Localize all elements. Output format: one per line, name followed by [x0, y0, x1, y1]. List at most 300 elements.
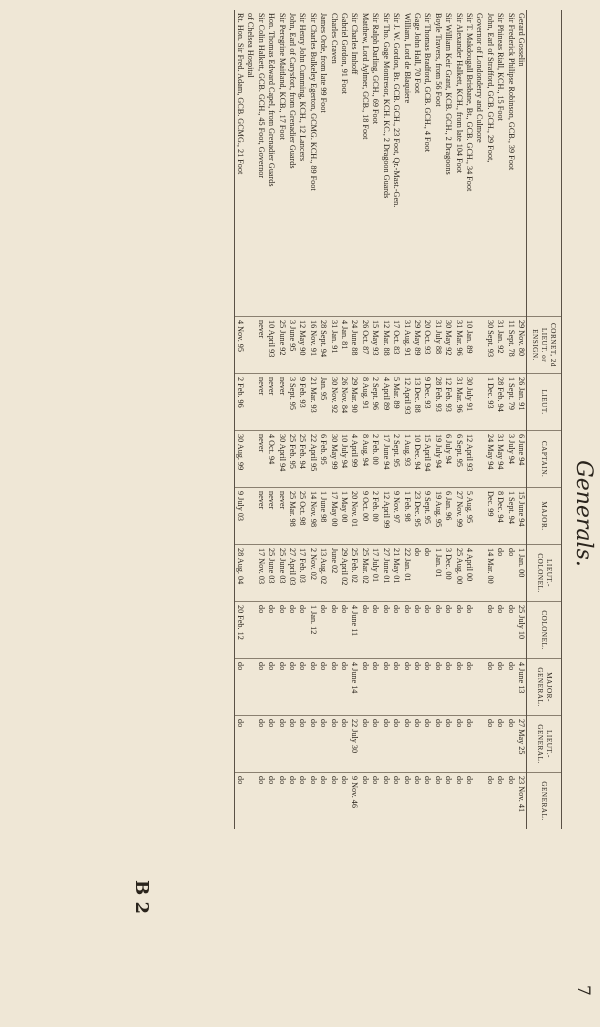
cell-major: 1 Feb. 98 — [401, 488, 411, 545]
cell-colonel: do — [360, 602, 370, 659]
cell-major: 9 July 03 — [234, 488, 245, 545]
cell-lieut-colonel: do — [412, 545, 422, 602]
cell-lieut-colonel: 13 Aug. 02 — [318, 545, 328, 602]
cell-lieut: never — [255, 374, 265, 431]
cell-colonel: do — [318, 602, 328, 659]
cell-lieut-general: do — [422, 716, 432, 773]
cell-major: 6 Jan. 96 — [443, 488, 453, 545]
cell-major: 17 May 00 — [328, 488, 338, 545]
cell-major: 1 Sept. 94 — [505, 488, 515, 545]
cell-colonel: do — [266, 602, 276, 659]
cell-name: Boyle Travers, from 56 Foot — [433, 13, 443, 107]
cell-major-general — [474, 659, 484, 716]
header-captain: CAPTAIN. — [527, 431, 562, 488]
cell-colonel: do — [422, 602, 432, 659]
table-row — [297, 10, 307, 829]
cell-lieut-general: do — [370, 716, 380, 773]
cell-colonel: do — [297, 602, 307, 659]
cell-major-general: do — [505, 659, 515, 716]
cell-name: Gage John Hall, 70 Foot — [412, 13, 422, 94]
cell-major: 15 June 94 — [516, 488, 527, 545]
cell-lieut-colonel: 25 Feb. 02 — [349, 545, 359, 602]
cell-lieut-colonel — [474, 545, 484, 602]
table-row — [349, 10, 359, 829]
cell-general: do — [401, 773, 411, 830]
cell-name: Sir Peregrine Maitland, KCB., 17 Foot — [277, 13, 287, 140]
cell-cornet: 25 June 92 — [276, 317, 286, 374]
cell-major: never — [255, 488, 265, 545]
header-cornet: CORNET, 2d LIEUT. or ENSIGN. — [527, 317, 562, 374]
cell-cornet: 10 Jan. 89 — [464, 317, 474, 374]
cell-lieut-general: do — [266, 716, 276, 773]
cell-lieut-general: do — [391, 716, 401, 773]
cell-cornet: 31 Aug. 91 — [401, 317, 411, 374]
cell-general: do — [339, 773, 349, 830]
table-row — [474, 10, 484, 829]
cell-major: 1 June 98 — [318, 488, 328, 545]
cell-major — [474, 488, 484, 545]
cell-colonel: do — [370, 602, 380, 659]
cell-cornet: 4 Nov. 95 — [234, 317, 245, 374]
cell-lieut: 4 April 89 — [380, 374, 390, 431]
cell-general: do — [370, 773, 380, 830]
cell-captain: 6 Sept. 95 — [453, 431, 463, 488]
cell-name: Sir Alexander Halkett, KCH., from late 104 Foot — [454, 13, 464, 174]
table-row — [401, 10, 411, 829]
cell-captain: 30 Aug. 99 — [234, 431, 245, 488]
cell-name: Hon. Thomas Edward Capel, from Grenadier Guards — [267, 13, 277, 187]
cell-lieut: never — [266, 374, 276, 431]
cell-cornet: 10 April 93 — [266, 317, 276, 374]
cell-lieut-colonel: 27 June 01 — [380, 545, 390, 602]
cell-lieut-general: do — [360, 716, 370, 773]
cell-major-general: do — [464, 659, 474, 716]
cell-general: do — [495, 773, 505, 830]
cell-captain: 10 July 94 — [339, 431, 349, 488]
cell-captain: 30 May 99 — [328, 431, 338, 488]
cell-captain: 22 April 95 — [307, 431, 317, 488]
cell-lieut-colonel: 21 May 01 — [391, 545, 401, 602]
cell-captain: 17 June 94 — [380, 431, 390, 488]
cell-lieut-colonel: 1 Jan. 01 — [432, 545, 442, 602]
table-row — [245, 10, 255, 829]
cell-lieut: 31 Mar. 96 — [453, 374, 463, 431]
cell-lieut: 9 Dec. 93 — [422, 374, 432, 431]
cell-major-general: do — [495, 659, 505, 716]
cell-lieut-colonel: do — [495, 545, 505, 602]
table-row — [380, 10, 390, 829]
cell-lieut-general — [474, 716, 484, 773]
cell-colonel: do — [255, 602, 265, 659]
table-row — [370, 10, 380, 829]
table-row — [443, 10, 453, 829]
cell-lieut-general: do — [318, 716, 328, 773]
cell-colonel: do — [339, 602, 349, 659]
cell-captain: 12 April 93 — [464, 431, 474, 488]
cell-captain: 31 May 94 — [495, 431, 505, 488]
cell-major: 1 May 00 — [339, 488, 349, 545]
cell-colonel: do — [453, 602, 463, 659]
cell-colonel: 25 July 10 — [516, 602, 527, 659]
cell-lieut-general: do — [307, 716, 317, 773]
cell-lieut: 29 Mar. 90 — [349, 374, 359, 431]
cell-lieut-general: do — [464, 716, 474, 773]
header-major-general: MAJOR-GENERAL. — [527, 659, 562, 716]
cell-general: do — [380, 773, 390, 830]
cell-lieut: 2 Sept. 96 — [370, 374, 380, 431]
cell-cornet: 15 May 93 — [370, 317, 380, 374]
cell-name: John, Earl of Carysfort, from Grenadier Guards — [288, 13, 298, 169]
cell-major-general: do — [453, 659, 463, 716]
cell-major-general: 4 June 14 — [349, 659, 359, 716]
cell-major-general: 4 June 13 — [516, 659, 527, 716]
cell-lieut: 26 Jan. 91 — [516, 374, 527, 431]
table-row — [276, 10, 286, 829]
cell-name: Gabriel Gordon, 91 Foot — [340, 13, 350, 94]
table-row — [328, 10, 338, 829]
cell-lieut-general: do — [380, 716, 390, 773]
cell-cornet: 17 Oct. 83 — [391, 317, 401, 374]
cell-colonel: do — [432, 602, 442, 659]
cell-major: Dec. 99 — [484, 488, 494, 545]
running-title: Generals. — [571, 460, 596, 567]
cell-major-general: do — [380, 659, 390, 716]
cell-lieut-general: do — [287, 716, 297, 773]
cell-major-general: do — [307, 659, 317, 716]
header-name — [527, 10, 562, 317]
cell-lieut: 9 Feb. 93 — [297, 374, 307, 431]
cell-cornet: 30 May 92 — [443, 317, 453, 374]
cell-major-general: do — [443, 659, 453, 716]
cell-general: do — [287, 773, 297, 830]
cell-major: 25 Mar. 98 — [287, 488, 297, 545]
cell-lieut: 13 Dec. 88 — [412, 374, 422, 431]
cell-captain: 15 April 94 — [422, 431, 432, 488]
cell-general: do — [318, 773, 328, 830]
header-lieut-general: LIEUT.-GENERAL. — [527, 716, 562, 773]
cell-name: Sir Charles Imhoff — [350, 13, 360, 75]
cell-major: 8 Dec. 94 — [495, 488, 505, 545]
cell-lieut-colonel: June 02 — [328, 545, 338, 602]
cell-general: do — [276, 773, 286, 830]
cell-major: 9 Sept. 95 — [422, 488, 432, 545]
cell-name: Sir Tho. Gage Montresor, KCH. KC., 2 Dragoon Guards — [381, 13, 391, 199]
cell-name: Sir J. W. Gordon, Bt. GCB. GCH., 23 Foot, Qr.-Mast.-Gen. — [392, 13, 402, 208]
cell-major-general: do — [422, 659, 432, 716]
cell-lieut-colonel: 1 Jan. 00 — [516, 545, 527, 602]
cell-cornet: 31 July 88 — [432, 317, 442, 374]
cell-lieut-colonel: 28 Aug. 04 — [234, 545, 245, 602]
table-row — [484, 10, 494, 829]
table-row — [391, 10, 401, 829]
cell-general: do — [255, 773, 265, 830]
table-row — [432, 10, 442, 829]
cell-lieut: 3 Sept. 95 — [287, 374, 297, 431]
cell-colonel: do — [505, 602, 515, 659]
table-row — [505, 10, 515, 829]
cell-lieut-colonel: 17 Feb. 03 — [297, 545, 307, 602]
cell-captain: 4 Oct. 94 — [266, 431, 276, 488]
table-row — [266, 10, 276, 829]
cell-lieut-general: do — [412, 716, 422, 773]
cell-captain: 1 Aug. 93 — [401, 431, 411, 488]
page-number: 7 — [573, 985, 593, 996]
cell-major: 20 Nov. 01 — [349, 488, 359, 545]
cell-lieut-colonel: 17 July 01 — [370, 545, 380, 602]
cell-general: 9 Nov. 46 — [349, 773, 359, 830]
cell-general: 23 Nov. 41 — [516, 773, 527, 830]
cell-captain: 25 Feb. 95 — [287, 431, 297, 488]
cell-general: do — [422, 773, 432, 830]
cell-name: John, Earl of Strafford, GCB. GCH., 29 Foot, — [485, 13, 495, 163]
cell-lieut: 28 Feb. 94 — [495, 374, 505, 431]
table-row — [318, 10, 328, 829]
cell-lieut-colonel: 14 Mar. 00 — [484, 545, 494, 602]
cell-name: Sir Ralph Darling, GCH., 69 Foot — [371, 13, 381, 124]
cell-colonel: do — [484, 602, 494, 659]
cell-colonel: do — [287, 602, 297, 659]
cell-lieut — [245, 374, 255, 431]
cell-lieut-general: do — [443, 716, 453, 773]
cell-captain: 4 April 99 — [349, 431, 359, 488]
header-lieut: LIEUT. — [527, 374, 562, 431]
cell-cornet: 28 Sept. 94 — [318, 317, 328, 374]
cell-colonel: do — [412, 602, 422, 659]
cell-colonel: 1 Jan. 12 — [307, 602, 317, 659]
table-row — [307, 10, 317, 829]
cell-captain: 3 July 94 — [505, 431, 515, 488]
cell-cornet: 11 Sept. 78 — [505, 317, 515, 374]
cell-cornet: 20 Oct. 93 — [422, 317, 432, 374]
cell-major-general: do — [328, 659, 338, 716]
cell-cornet: 30 Sept. 93 — [484, 317, 494, 374]
cell-cornet: 31 Jan. 92 — [495, 317, 505, 374]
cell-lieut-general: do — [328, 716, 338, 773]
cell-major-general: do — [234, 659, 245, 716]
table-row — [287, 10, 297, 829]
cell-lieut-general: do — [453, 716, 463, 773]
cell-cornet: 31 Mar. 96 — [453, 317, 463, 374]
cell-lieut — [474, 374, 484, 431]
cell-lieut-colonel: 29 April 02 — [339, 545, 349, 602]
cell-lieut-general: do — [255, 716, 265, 773]
cell-lieut: 21 Mar. 93 — [307, 374, 317, 431]
cell-name: Sir Colin Halkett, GCB. GCH., 45 Foot, Governor — [256, 13, 266, 179]
cell-major: 9 Nov. 97 — [391, 488, 401, 545]
cell-lieut-general: do — [276, 716, 286, 773]
cell-captain: 8 Aug. 94 — [360, 431, 370, 488]
cell-general: do — [391, 773, 401, 830]
cell-cornet: 29 May 89 — [412, 317, 422, 374]
cell-lieut-colonel: 4 April 00 — [464, 545, 474, 602]
header-row — [527, 10, 562, 829]
cell-lieut-general: do — [234, 716, 245, 773]
cell-lieut: 1 Dec. 93 — [484, 374, 494, 431]
cell-general: do — [360, 773, 370, 830]
cell-captain — [245, 431, 255, 488]
cell-lieut: 12 Feb. 93 — [443, 374, 453, 431]
cell-colonel — [474, 602, 484, 659]
cell-captain: never — [255, 431, 265, 488]
cell-lieut: 30 July 91 — [464, 374, 474, 431]
cell-major-general: do — [360, 659, 370, 716]
cell-name: Charles Craven — [329, 13, 339, 64]
table-row — [516, 10, 527, 829]
table-row — [495, 10, 505, 829]
cell-name: Gerard Gosselin — [517, 13, 526, 67]
cell-name: of Chelsea Hospital — [246, 13, 256, 78]
header-lieut-colonel: LIEUT.-COLONEL. — [527, 545, 562, 602]
cell-major-general: do — [287, 659, 297, 716]
cell-general: do — [505, 773, 515, 830]
cell-major: 14 Nov. 98 — [307, 488, 317, 545]
cell-lieut-colonel — [245, 545, 255, 602]
cell-cornet — [245, 317, 255, 374]
cell-captain: 10 Dec. 94 — [412, 431, 422, 488]
cell-lieut-colonel: 22 Jan. 01 — [401, 545, 411, 602]
cell-major-general: do — [401, 659, 411, 716]
generals-table — [234, 10, 562, 829]
cell-major-general: do — [266, 659, 276, 716]
cell-colonel: do — [464, 602, 474, 659]
cell-lieut: 28 Feb. 93 — [432, 374, 442, 431]
cell-name: Sir William Keir Grant, KCB. GCH., 2 Dragoons — [444, 13, 454, 175]
cell-general: do — [412, 773, 422, 830]
cell-name: Governor of Londonderry and Culmore — [475, 13, 485, 143]
cell-lieut: 12 April 93 — [401, 374, 411, 431]
cell-captain: 6 July 94 — [443, 431, 453, 488]
cell-general: do — [443, 773, 453, 830]
cell-name: William, Lord de Blaquiere — [402, 13, 412, 104]
cell-major: 23 Dec. 95 — [412, 488, 422, 545]
cell-name: Sir Charles Bulkeley Egerton, GCMG. KCH., 89 Foot — [308, 13, 318, 191]
cell-general — [474, 773, 484, 830]
cell-major: 2 Feb. 00 — [370, 488, 380, 545]
cell-name: Sir T. Makdougall Brisbane, Bt., GCB. GCH., 34 Foot — [464, 13, 474, 192]
cell-lieut-general: do — [432, 716, 442, 773]
cell-lieut-general — [245, 716, 255, 773]
cell-lieut: 2 Feb. 96 — [234, 374, 245, 431]
cell-major-general: do — [370, 659, 380, 716]
cell-major-general: do — [318, 659, 328, 716]
cell-major — [245, 488, 255, 545]
cell-cornet: 24 June 88 — [349, 317, 359, 374]
table-row — [234, 10, 245, 829]
cell-colonel: do — [495, 602, 505, 659]
cell-major-general: do — [297, 659, 307, 716]
cell-colonel: do — [328, 602, 338, 659]
cell-lieut-colonel: 25 Aug. 00 — [453, 545, 463, 602]
cell-name: Rt. Hon. Sir Fred. Adam, GCB. GCMG., 21 Foot — [234, 10, 245, 317]
cell-captain: 19 July 94 — [432, 431, 442, 488]
cell-cornet: 12 Mar. 88 — [380, 317, 390, 374]
cell-name: Sir Phineas Riall, KCH., 15 Foot — [496, 13, 506, 121]
table-row — [412, 10, 422, 829]
cell-cornet: 29 Nov. 80 — [516, 317, 527, 374]
cell-general: do — [307, 773, 317, 830]
table-row — [255, 10, 265, 829]
cell-captain: 6 June 94 — [516, 431, 527, 488]
cell-lieut-general: 27 May 25 — [516, 716, 527, 773]
header-general: GENERAL. — [527, 773, 562, 830]
cell-colonel — [245, 602, 255, 659]
cell-lieut-colonel: 2 Nov. 02 — [307, 545, 317, 602]
cell-colonel: do — [380, 602, 390, 659]
cell-captain: 6 Feb. 95 — [318, 431, 328, 488]
cell-lieut-colonel: do — [505, 545, 515, 602]
cell-general: do — [432, 773, 442, 830]
cell-major: 9 Oct. 00 — [360, 488, 370, 545]
cell-name: Sir Henry John Cumming, KCH., 12 Lancers — [298, 13, 308, 162]
cell-cornet: 26 Oct. 87 — [360, 317, 370, 374]
cell-cornet: 4 Jan. 81 — [339, 317, 349, 374]
cell-name: Matthew, Lord Aylmer, GCB., 18 Foot — [360, 13, 370, 140]
cell-major: 19 Aug. 95 — [432, 488, 442, 545]
cell-lieut-general: do — [339, 716, 349, 773]
cell-cornet: 12 May 90 — [297, 317, 307, 374]
cell-general: do — [328, 773, 338, 830]
cell-colonel: do — [443, 602, 453, 659]
cell-major: never — [266, 488, 276, 545]
cell-lieut-general: do — [401, 716, 411, 773]
cell-major-general: do — [412, 659, 422, 716]
cell-lieut: 26 Nov. 84 — [339, 374, 349, 431]
cell-lieut-general: do — [484, 716, 494, 773]
table-row — [339, 10, 349, 829]
cell-captain — [474, 431, 484, 488]
cell-lieut: 30 Nov. 92 — [328, 374, 338, 431]
cell-name: James Orde, from late 99 Foot — [319, 13, 329, 113]
cell-lieut: 5 Mar. 89 — [391, 374, 401, 431]
cell-colonel: 4 June 11 — [349, 602, 359, 659]
cell-lieut: 1 Sept. 79 — [505, 374, 515, 431]
cell-major-general: do — [339, 659, 349, 716]
cell-captain: 25 Feb. 94 — [297, 431, 307, 488]
cell-captain: 2 Feb. 00 — [370, 431, 380, 488]
cell-captain: 2 Sept. 95 — [391, 431, 401, 488]
cell-captain: 24 May 94 — [484, 431, 494, 488]
cell-lieut-general: do — [297, 716, 307, 773]
cell-captain: 30 April 94 — [276, 431, 286, 488]
cell-lieut: Jan. 95 — [318, 374, 328, 431]
cell-name: Sir Thomas Bradford, GCB. GCH., 4 Foot — [423, 13, 433, 153]
cell-cornet — [474, 317, 484, 374]
cell-colonel: do — [391, 602, 401, 659]
cell-major: 12 April 99 — [380, 488, 390, 545]
cell-general: do — [297, 773, 307, 830]
cell-lieut-colonel: 27 April 03 — [287, 545, 297, 602]
cell-cornet: 16 Nov. 91 — [307, 317, 317, 374]
cell-cornet: never — [255, 317, 265, 374]
cell-lieut-colonel: 3 Dec. 00 — [443, 545, 453, 602]
cell-major: 5 Aug. 95 — [464, 488, 474, 545]
cell-lieut-colonel: 25 Mar. 02 — [360, 545, 370, 602]
header-major: MAJOR. — [527, 488, 562, 545]
signature-mark: B 2 — [131, 880, 152, 915]
cell-lieut-colonel: 17 Nov. 03 — [255, 545, 265, 602]
cell-general: do — [464, 773, 474, 830]
cell-major: never — [276, 488, 286, 545]
cell-lieut-general: do — [505, 716, 515, 773]
table-row — [464, 10, 474, 829]
cell-colonel: do — [276, 602, 286, 659]
cell-general: do — [234, 773, 245, 830]
cell-major-general: do — [276, 659, 286, 716]
cell-colonel: do — [401, 602, 411, 659]
cell-colonel: 20 Feb. 12 — [234, 602, 245, 659]
cell-general: do — [484, 773, 494, 830]
cell-lieut: 8 Aug. 91 — [360, 374, 370, 431]
